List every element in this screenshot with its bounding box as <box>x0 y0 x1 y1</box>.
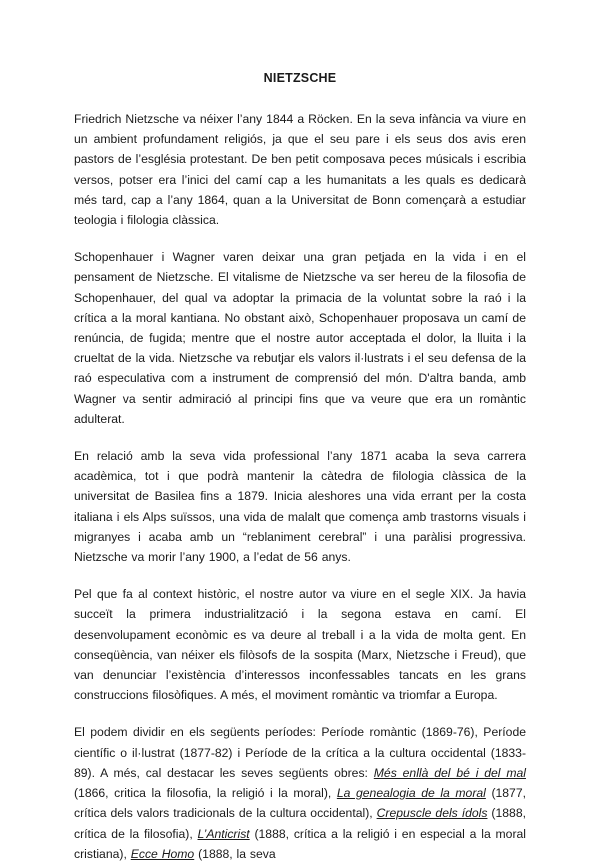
work-title: Ecce Homo <box>130 846 195 861</box>
paragraph-influences: Schopenhauer i Wagner varen deixar una gran petjada en la vida i en el pensament de Nietzsche. El vitalisme de Nietzsche va ser hereu de la filosofia de Schopenhauer, del qual va adoptar la primacia de la voluntat sobre la raó i la crítica a la moral kantiana. No obstant això, Schopenhauer proposava un camí de renúncia, de fugida; mentre que el nostre autor acceptada el dolor, la lluita i la crueltat de la vida. Nietzsche va rebutjar els valors il·lustrats i el seu defensa de la raó especulativa com a instrument de comprensió del món. D'altra banda, amb Wagner va sentir admiració al principi fins que va veure que era un romàntic adulterat. <box>74 250 526 426</box>
work-description: (1888, crítica de la filosofia), <box>74 806 526 841</box>
paragraph-periods-and-works <box>74 722 526 863</box>
work-title: Més enllà del bé i del mal <box>373 765 526 780</box>
paragraph-historical-context: Pel que fa al context històric, el nostre autor va viure en el segle XIX. Ja havia succeït la primera industrialització i la segona estava en camí. El desenvolupament econòmic es va deure al treball i a la vida de molta gent. En conseqüència, van néixer els filòsofs de la sospita (Marx, Nietzsche i Freud), que van denunciar l’existència d’interessos inconfessables tancats en les grans construccions filosòfiques. A més, el moviment romàntic va triomfar a Europa. <box>74 587 526 703</box>
page-title: NIETZSCHE <box>263 71 337 85</box>
paragraph-professional-life: En relació amb la seva vida professional l’any 1871 acaba la seva carrera acadèmica, tot i que podrà mantenir la càtedra de filologia clàssica de la universitat de Basilea fins a 1879. Inicia aleshores una vida errant per la costa italiana i els Alps suïssos, una vida de malalt que comença amb trastorns visuals i migranyes i acaba amb un “reblaniment cerebral” i una paràlisi progressiva. Nietzsche va morir l’any 1900, a l’edat de 56 anys. <box>74 449 526 565</box>
work-title: Crepuscle dels ídols <box>376 806 488 821</box>
document-body <box>74 109 526 864</box>
work-description: (1877, crítica dels valors tradicionals de la cultura occidental), <box>74 786 527 821</box>
work-title: La genealogia de la moral <box>336 786 486 801</box>
paragraph-biography: Friedrich Nietzsche va néixer l’any 1844 a Röcken. En la seva infància va viure en un ambient profundament religiós, ja que el seu pare i els seus dos avis eren pastors de l’església protestant. De ben petit composava peces músicals i escribia versos, potser era l’inici del camí cap a les humanitats a les quals es dedicarà més tard, cap a l’any 1864, quan a la Universitat de Bonn començarà a estudiar teologia i filologia clàssica. <box>74 112 526 228</box>
periods-intro-text: El podem dividir en els següents períodes: Període romàntic (1869-76), Període científic o il·lustrat (1877-82) i Període de la crítica a la cultura occidental (1833-89). A més, cal destacar les seves següents obres: <box>74 725 526 780</box>
work-title: L’Anticrist <box>197 826 250 841</box>
work-description: (1888, crítica a la religió i en especial a la moral cristiana), <box>74 826 527 861</box>
work-description: (1888, la seva <box>194 846 276 861</box>
work-description: (1866, critica la filosofia, la religió i la moral), <box>74 786 337 801</box>
